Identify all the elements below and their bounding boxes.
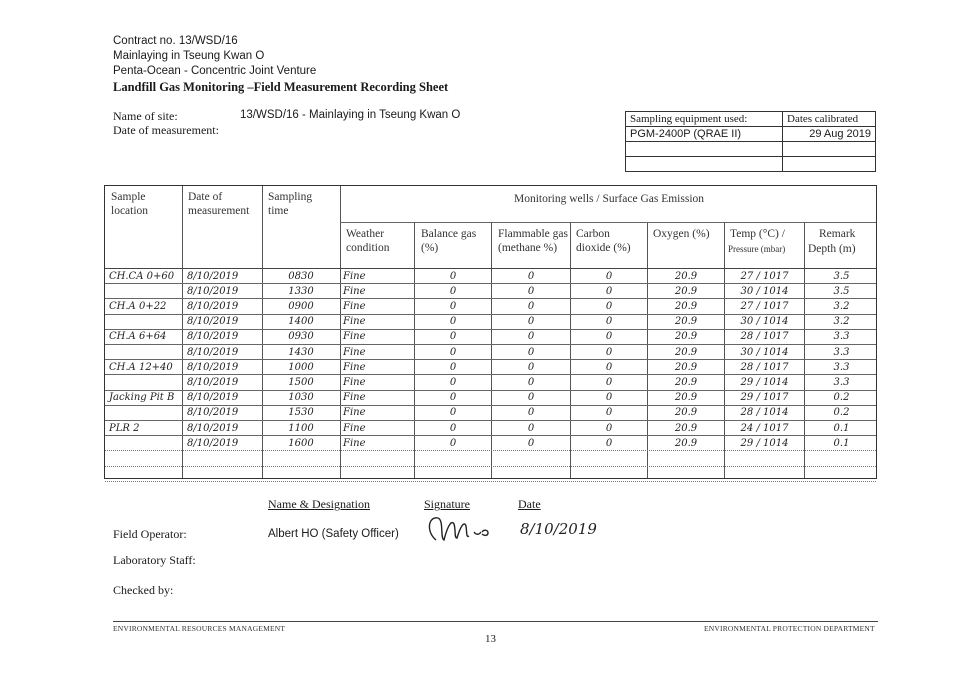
table-cell-date: 8/10/2019 — [187, 285, 239, 297]
header-weather: Weather condition — [346, 228, 390, 254]
table-cell-o2: 20.9 — [674, 422, 698, 434]
table-cell-time: 0900 — [288, 300, 314, 312]
table-cell-depth: 3.5 — [833, 285, 850, 297]
table-cell-weather: Fine — [343, 316, 366, 328]
equipment-box — [625, 111, 876, 172]
monitoring-table — [104, 185, 877, 479]
table-cell-o2: 20.9 — [674, 270, 698, 282]
header-depth: Depth (m) — [808, 243, 856, 255]
table-cell-o2: 20.9 — [674, 316, 698, 328]
table-cell-co2: 0 — [605, 437, 613, 449]
table-cell-flam: 0 — [527, 422, 535, 434]
field-operator-name: Albert HO (Safety Officer) — [268, 528, 399, 540]
header-monitoring-wells: Monitoring wells / Surface Gas Emission — [513, 193, 705, 205]
table-cell-o2: 20.9 — [674, 407, 698, 419]
table-cell-o2: 20.9 — [674, 376, 698, 388]
table-cell-weather: Fine — [343, 437, 366, 449]
footer-rule — [113, 621, 878, 622]
table-cell-flam: 0 — [527, 285, 535, 297]
table-cell-balance: 0 — [449, 285, 457, 297]
table-cell-flam: 0 — [527, 392, 535, 404]
table-cell-balance: 0 — [449, 331, 457, 343]
table-cell-balance: 0 — [449, 346, 457, 358]
table-cell-co2: 0 — [605, 331, 613, 343]
table-cell-weather: Fine — [343, 422, 366, 434]
table-cell-flam: 0 — [527, 316, 535, 328]
table-cell-flam: 0 — [527, 437, 535, 449]
table-cell-co2: 0 — [605, 392, 613, 404]
equipment-empty-cell — [626, 157, 783, 172]
site-name-label: Name of site: — [113, 109, 178, 123]
table-cell-time: 1030 — [288, 392, 314, 404]
header-remark: Remark — [819, 228, 856, 240]
table-cell-co2: 0 — [605, 316, 613, 328]
lab-staff-label: Laboratory Staff: — [113, 553, 196, 567]
checked-by-label: Checked by: — [113, 583, 174, 597]
table-cell-o2: 20.9 — [674, 331, 698, 343]
table-cell-temp: 24 / 1017 — [740, 422, 789, 434]
dates-calibrated-label: Dates calibrated — [783, 112, 876, 127]
project-name: Mainlaying in Tseung Kwan O — [113, 50, 265, 62]
equipment-empty-cell — [626, 142, 783, 157]
date-of-measurement-label: Date of measurement: — [113, 123, 219, 137]
table-cell-flam: 0 — [527, 361, 535, 373]
header-carbon-dioxide: Carbon dioxide (%) — [576, 228, 631, 254]
table-cell-date: 8/10/2019 — [187, 270, 239, 282]
table-cell-depth: 3.3 — [833, 346, 850, 358]
table-cell-time: 1430 — [288, 346, 314, 358]
table-cell-balance: 0 — [449, 437, 457, 449]
equipment-used-value: PGM-2400P (QRAE II) — [626, 127, 783, 142]
site-name-value: 13/WSD/16 - Mainlaying in Tseung Kwan O — [240, 109, 461, 121]
page-number: 13 — [485, 633, 496, 645]
table-cell-flam: 0 — [527, 346, 535, 358]
table-cell-weather: Fine — [343, 376, 366, 388]
field-operator-label: Field Operator: — [113, 527, 187, 541]
equipment-used-label: Sampling equipment used: — [626, 112, 783, 127]
table-cell-temp: 29 / 1014 — [740, 437, 789, 449]
table-cell-o2: 20.9 — [674, 300, 698, 312]
contract-number: Contract no. 13/WSD/16 — [113, 35, 238, 47]
table-cell-flam: 0 — [527, 407, 535, 419]
table-cell-depth: 0.2 — [833, 407, 850, 419]
table-cell-o2: 20.9 — [674, 392, 698, 404]
table-cell-balance: 0 — [449, 316, 457, 328]
table-cell-time: 1500 — [288, 376, 314, 388]
table-cell-loc: CH.A 12+40 — [109, 361, 173, 373]
table-cell-temp: 28 / 1017 — [740, 331, 789, 343]
table-cell-balance: 0 — [449, 361, 457, 373]
table-cell-time: 1600 — [288, 437, 314, 449]
table-cell-temp: 29 / 1014 — [740, 376, 789, 388]
table-cell-depth: 3.2 — [833, 316, 850, 328]
table-cell-flam: 0 — [527, 376, 535, 388]
table-cell-loc: CH.A 6+64 — [109, 331, 167, 343]
table-cell-loc: CH.CA 0+60 — [109, 270, 175, 282]
table-cell-flam: 0 — [527, 331, 535, 343]
name-designation-heading: Name & Designation — [268, 497, 370, 511]
dates-calibrated-value: 29 Aug 2019 — [783, 127, 876, 142]
table-cell-time: 1400 — [288, 316, 314, 328]
table-cell-o2: 20.9 — [674, 361, 698, 373]
calibration-empty-cell — [783, 157, 876, 172]
table-cell-date: 8/10/2019 — [187, 300, 239, 312]
table-cell-temp: 27 / 1017 — [740, 270, 789, 282]
header-flammable-gas: Flammable gas (methane %) — [498, 228, 568, 254]
header-oxygen: Oxygen (%) — [653, 228, 710, 240]
table-cell-weather: Fine — [343, 346, 366, 358]
footer-left: ENVIRONMENTAL RESOURCES MANAGEMENT — [113, 624, 286, 633]
header-temp: Temp (°C) / — [730, 228, 785, 240]
table-cell-co2: 0 — [605, 407, 613, 419]
table-cell-time: 1000 — [288, 361, 314, 373]
field-operator-signature — [422, 510, 502, 546]
table-cell-temp: 29 / 1017 — [740, 392, 789, 404]
table-cell-weather: Fine — [343, 270, 366, 282]
table-cell-co2: 0 — [605, 376, 613, 388]
table-cell-temp: 30 / 1014 — [740, 316, 789, 328]
table-cell-depth: 0.2 — [833, 392, 850, 404]
table-cell-depth: 3.5 — [833, 270, 850, 282]
table-cell-co2: 0 — [605, 300, 613, 312]
table-cell-flam: 0 — [527, 300, 535, 312]
table-cell-time: 0830 — [288, 270, 314, 282]
table-cell-co2: 0 — [605, 361, 613, 373]
table-cell-weather: Fine — [343, 361, 366, 373]
footer-right: ENVIRONMENTAL PROTECTION DEPARTMENT — [704, 624, 875, 633]
table-cell-balance: 0 — [449, 300, 457, 312]
table-cell-time: 1100 — [288, 422, 314, 434]
table-cell-date: 8/10/2019 — [187, 361, 239, 373]
table-cell-o2: 20.9 — [674, 346, 698, 358]
table-cell-depth: 3.2 — [833, 300, 850, 312]
table-cell-loc: Jacking Pit B — [109, 392, 175, 404]
table-cell-loc: PLR 2 — [109, 422, 140, 434]
header-date-of-measurement: Date of measurement — [188, 191, 250, 217]
calibration-empty-cell — [783, 142, 876, 157]
table-cell-weather: Fine — [343, 407, 366, 419]
table-cell-balance: 0 — [449, 407, 457, 419]
table-cell-date: 8/10/2019 — [187, 346, 239, 358]
table-cell-temp: 28 / 1014 — [740, 407, 789, 419]
table-cell-balance: 0 — [449, 392, 457, 404]
table-cell-o2: 20.9 — [674, 437, 698, 449]
header-sample-location: Sample location — [111, 191, 149, 217]
table-cell-co2: 0 — [605, 346, 613, 358]
table-cell-co2: 0 — [605, 285, 613, 297]
table-cell-weather: Fine — [343, 285, 366, 297]
table-cell-temp: 27 / 1017 — [740, 300, 789, 312]
table-cell-date: 8/10/2019 — [187, 331, 239, 343]
contractor-name: Penta-Ocean - Concentric Joint Venture — [113, 65, 317, 77]
table-cell-date: 8/10/2019 — [187, 376, 239, 388]
table-cell-depth: 0.1 — [833, 422, 850, 434]
table-cell-date: 8/10/2019 — [187, 316, 239, 328]
table-cell-co2: 0 — [605, 422, 613, 434]
table-cell-time: 1530 — [288, 407, 314, 419]
table-cell-flam: 0 — [527, 270, 535, 282]
table-cell-depth: 3.3 — [833, 331, 850, 343]
field-operator-date: 8/10/2019 — [520, 520, 597, 538]
table-cell-depth: 3.3 — [833, 376, 850, 388]
table-cell-weather: Fine — [343, 331, 366, 343]
table-cell-depth: 3.3 — [833, 361, 850, 373]
table-cell-date: 8/10/2019 — [187, 407, 239, 419]
table-cell-weather: Fine — [343, 392, 366, 404]
header-balance-gas: Balance gas (%) — [421, 228, 477, 254]
table-cell-time: 1330 — [288, 285, 314, 297]
table-cell-balance: 0 — [449, 376, 457, 388]
header-pressure: Pressure (mbar) — [728, 244, 786, 254]
table-cell-time: 0930 — [288, 331, 314, 343]
table-cell-temp: 28 / 1017 — [740, 361, 789, 373]
table-cell-balance: 0 — [449, 270, 457, 282]
table-cell-weather: Fine — [343, 300, 366, 312]
signature-heading: Signature — [424, 497, 470, 511]
table-cell-date: 8/10/2019 — [187, 392, 239, 404]
table-cell-o2: 20.9 — [674, 285, 698, 297]
header-sampling-time: Sampling time — [268, 191, 313, 217]
sheet-title: Landfill Gas Monitoring –Field Measurement Recording Sheet — [113, 80, 449, 94]
table-cell-temp: 30 / 1014 — [740, 346, 789, 358]
table-cell-date: 8/10/2019 — [187, 437, 239, 449]
table-cell-date: 8/10/2019 — [187, 422, 239, 434]
table-cell-balance: 0 — [449, 422, 457, 434]
table-cell-depth: 0.1 — [833, 437, 850, 449]
table-cell-co2: 0 — [605, 270, 613, 282]
table-cell-temp: 30 / 1014 — [740, 285, 789, 297]
table-cell-loc: CH.A 0+22 — [109, 300, 167, 312]
date-heading: Date — [518, 497, 541, 511]
